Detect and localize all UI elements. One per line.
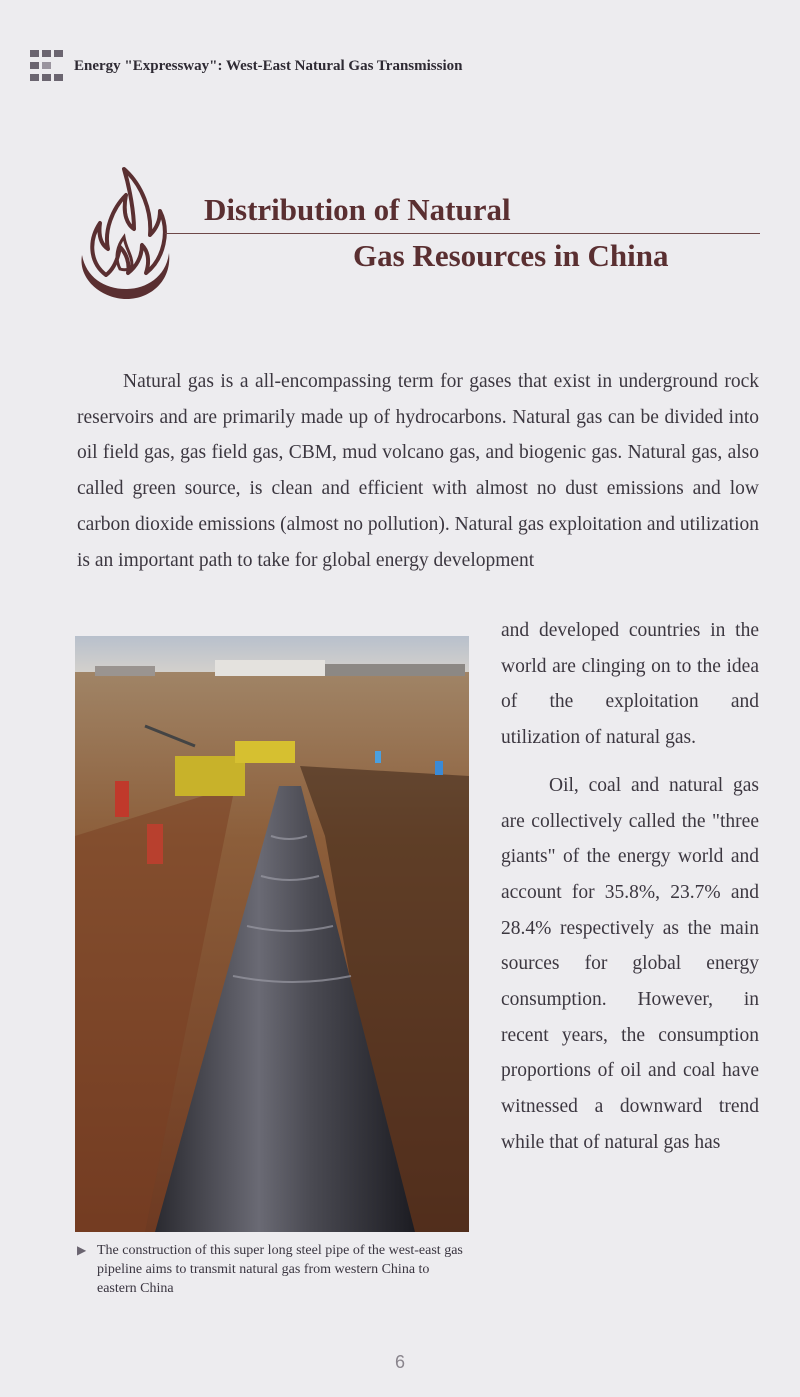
paragraph-1-continued: and developed countries in the world are clinging on to the idea of the exploitation and utilization of natural gas. — [501, 620, 759, 749]
side-column — [501, 613, 759, 1161]
paragraph-2: Oil, coal and natural gas are collectively called the "three giants" of the energy world and account for 35.8%, 23.7% and 28.4% respectively as the main sources for global energy consumption. However, in recent years, the consumption proportions of oil and coal have witnessed a downward trend while that of natural gas has — [501, 774, 759, 1153]
title-rule — [165, 233, 760, 234]
header-title: Energy "Expressway": West-East Natural Gas Transmission — [74, 58, 463, 74]
pipeline-photo — [75, 636, 469, 1232]
caption-text: The construction of this super long steel pipe of the west-east gas pipeline aims to transmit natural gas from western China to eastern China — [97, 1243, 463, 1296]
grid-logo-icon — [30, 50, 66, 84]
section-title-line1: Distribution of Natural — [204, 192, 511, 227]
section-title-line2: Gas Resources in China — [353, 238, 669, 273]
caption-arrow-icon: ▶ — [77, 1243, 87, 1257]
page-number: 6 — [394, 1352, 405, 1372]
intro-paragraph — [77, 364, 759, 578]
flame-icon — [76, 165, 174, 303]
paragraph-1: Natural gas is a all-encompassing term for gases that exist in underground rock reservoirs and are primarily made up of hydrocarbons. Natural gas can be divided into oil field gas, gas field gas, CBM, mud volcano gas, and biogenic gas. Natural gas, also called green source, is clean and efficient with almost no dust emissions and low carbon dioxide emissions (almost no pollution). Natural gas exploitation and utilization is an important path to take for global energy development — [77, 371, 759, 571]
